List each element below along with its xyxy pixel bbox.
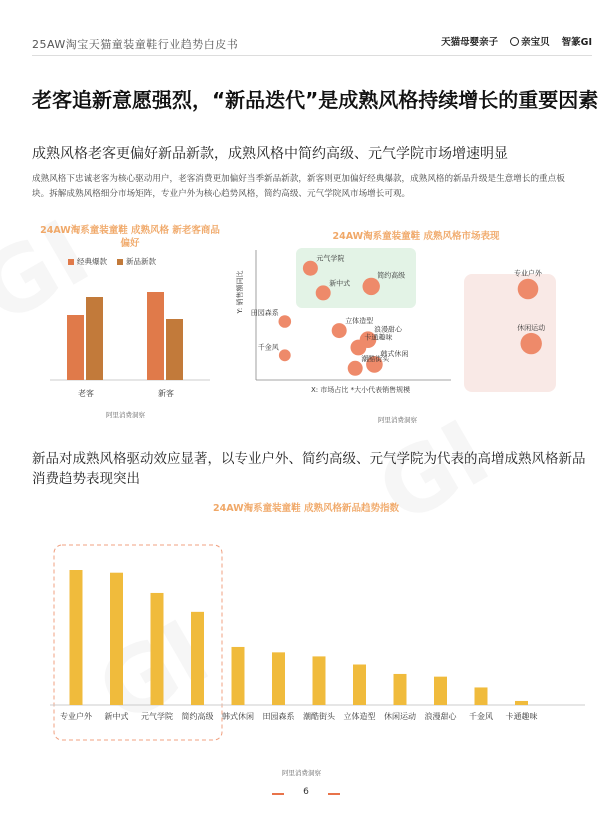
bubble	[332, 323, 347, 338]
x-tick-label: 韩式休闲	[222, 712, 254, 721]
bubble-chart	[236, 242, 586, 407]
bubble-label: 立体造型	[345, 317, 374, 326]
bubble	[303, 261, 318, 276]
x-tick-label: 休闲运动	[384, 712, 416, 721]
bubble-label: 浪漫甜心	[374, 325, 402, 334]
trend-bar-chart	[40, 535, 600, 765]
legend-label: 新品新款	[126, 257, 156, 266]
bar	[272, 652, 285, 705]
x-tick-label: 老客	[78, 389, 94, 398]
page-header	[0, 0, 612, 62]
bar	[191, 612, 204, 705]
tmall-logo: 天猫母婴亲子	[441, 37, 499, 48]
x-tick-label: 潮酷街头	[303, 712, 335, 721]
y-axis-label: Y: 销售额同比	[236, 270, 244, 314]
doc-title: 25AW淘宝天猫童装童鞋行业趋势白皮书	[32, 38, 239, 51]
x-tick-label: 元气学院	[141, 712, 173, 721]
bubble-label: 简约高级	[377, 271, 406, 280]
bubble-label: 休闲运动	[517, 323, 546, 332]
bar	[313, 656, 326, 705]
x-tick-label: 田园森系	[262, 712, 295, 721]
bubble	[363, 278, 380, 295]
x-tick-label: 卡通趣味	[505, 712, 538, 721]
page-number: 6	[303, 787, 309, 797]
bubble	[351, 340, 367, 356]
legend-item	[117, 256, 156, 267]
x-tick-label: 立体造型	[343, 712, 376, 721]
bar	[151, 593, 164, 705]
bar	[394, 674, 407, 705]
bubble-label: 元气学院	[316, 254, 345, 263]
bubble	[279, 349, 291, 361]
qinbaobei-icon	[510, 37, 519, 46]
right-chart-title: 24AW淘系童装童鞋 成熟风格市场表现	[332, 231, 500, 242]
x-tick-label: 新客	[158, 389, 174, 398]
legend-label: 经典爆款	[77, 257, 107, 266]
section1-subtitle: 成熟风格老客更偏好新品新款，成熟风格中简约高级、元气学院市场增速明显	[32, 146, 508, 162]
bubble	[521, 333, 542, 354]
left-bar-chart	[40, 270, 220, 410]
bar	[70, 570, 83, 705]
bubble	[316, 285, 331, 300]
partner-logos	[441, 34, 592, 48]
bar	[166, 319, 183, 380]
x-tick-label: 简约高级	[181, 712, 214, 721]
left-chart-title: 24AW淘系童装童鞋 成熟风格 新老客商品偏好	[40, 225, 220, 249]
bubble-label: 千金风	[257, 343, 279, 352]
left-chart-legend	[68, 256, 156, 267]
bubble-label: 韩式休闲	[380, 350, 409, 359]
bubble	[348, 361, 363, 376]
bubble	[279, 315, 292, 328]
bubble-label: 新中式	[329, 279, 351, 288]
bar	[475, 687, 488, 705]
x-tick-label: 千金风	[469, 712, 493, 721]
bar	[67, 315, 84, 380]
bubble-label: 田园森系	[250, 309, 279, 318]
bubble	[518, 279, 539, 300]
bubble-label: 专业户外	[514, 269, 542, 278]
bar	[86, 297, 103, 380]
header-divider	[32, 55, 592, 56]
legend-swatch	[117, 259, 123, 265]
legend-item	[68, 256, 107, 267]
bar	[147, 292, 164, 380]
section1-body: 成熟风格下忠诚老客为核心驱动用户，老客消费更加偏好当季新品新款，新客则更加偏好经典爆款，成熟风格的新品升级是生意增长的重点板块。拆解成熟风格细分市场矩阵，专业户外为核心趋势风格，简约高级、元气学院风市场增长可观。	[32, 174, 565, 199]
x-tick-label: 专业户外	[60, 712, 92, 721]
bar	[353, 665, 366, 706]
bar	[110, 573, 123, 705]
section2-subtitle: 新品对成熟风格驱动效应显著，以专业户外、简约高级、元气学院为代表的高增成熟风格新品消费趋势表现突出	[32, 451, 586, 487]
right-chart-source: 阿里消费洞察	[378, 416, 417, 424]
x-axis-label: X: 市场占比 *大小代表销售规模	[311, 386, 411, 394]
bubble-label: 卡通趣味	[364, 333, 393, 342]
bar	[434, 677, 447, 705]
bubble-label: 潮酷街头	[361, 354, 390, 363]
legend-swatch	[68, 259, 74, 265]
bar	[515, 701, 528, 705]
x-tick-label: 新中式	[104, 712, 129, 721]
highlight-zone-pink	[464, 274, 556, 392]
bar	[232, 647, 245, 705]
qinbaobei-logo: 亲宝贝	[510, 34, 550, 48]
x-tick-label: 浪漫甜心	[424, 712, 457, 721]
gi-logo: 智篆GI	[561, 37, 592, 48]
page-title: 老客追新意愿强烈，“新品迭代”是成熟风格持续增长的重要因素	[32, 88, 599, 112]
footer-dash-right	[328, 793, 340, 795]
bottom-chart-title: 24AW淘系童装童鞋 成熟风格新品趋势指数	[213, 503, 399, 514]
bottom-chart-source: 阿里消费洞察	[282, 769, 321, 777]
left-chart-source: 阿里消费洞察	[106, 411, 145, 419]
